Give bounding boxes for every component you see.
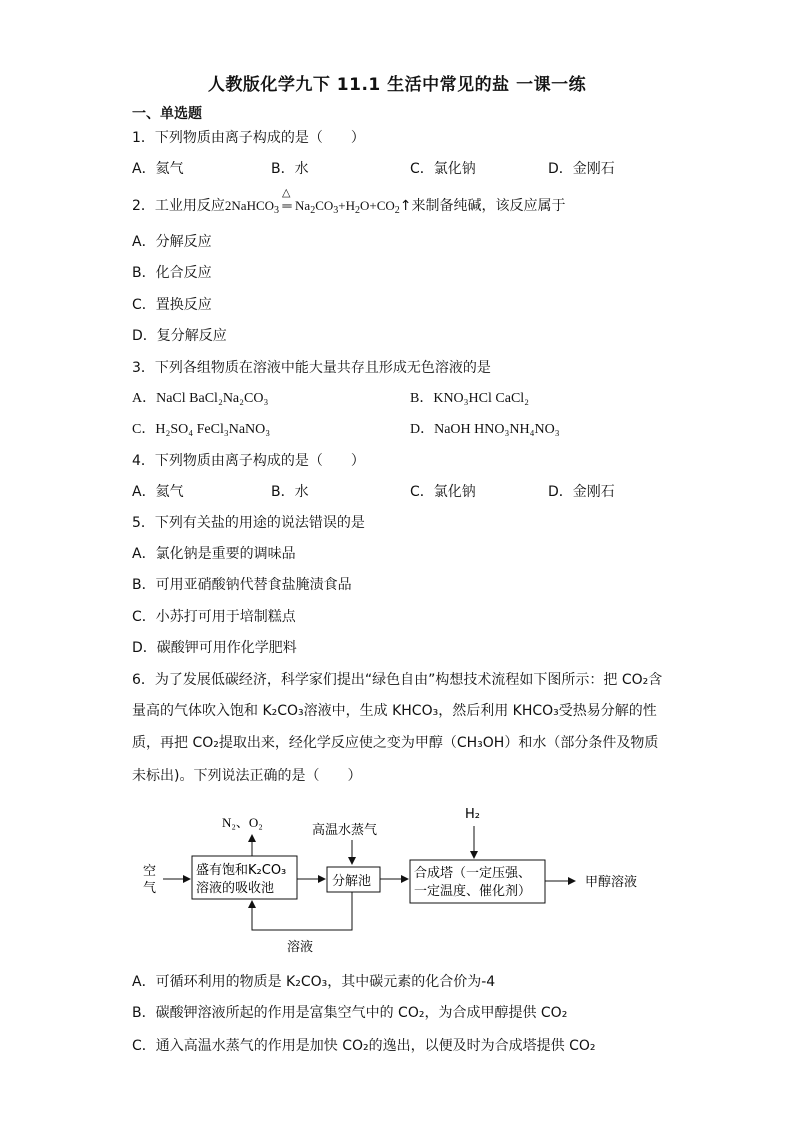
q2-prefix: 2．工业用反应 [132, 198, 225, 214]
q5-option-c[interactable]: C．小苏打可用于培制糕点 [132, 609, 296, 625]
q1-option-d[interactable]: D．金刚石 [548, 161, 615, 177]
q4-option-d[interactable]: D．金刚石 [548, 484, 615, 500]
q2-option-c[interactable]: C．置换反应 [132, 297, 212, 313]
tower-label-1: 合成塔（一定压强、 [414, 866, 532, 881]
heat-arrow: △ ═ [279, 196, 295, 216]
question-5-stem: 5．下列有关盐的用途的说法错误的是 [132, 515, 365, 531]
q5-option-a[interactable]: A．氯化钠是重要的调味品 [132, 546, 296, 562]
q2-suffix: ↑来制备纯碱，该反应属于 [399, 198, 566, 214]
reaction-equation: 2NaHCO$_3$ △ ═ $Na_2CO_3+H_2O+CO_2$ [225, 198, 400, 213]
product-label: 甲醇溶液 [585, 875, 638, 890]
question-6-line-1: 6．为了发展低碳经济，科学家们提出“绿色自由”构想技术流程如下图所示：把 CO₂含 [132, 672, 663, 688]
page-title: 人教版化学九下 11.1 生活中常见的盐 一课一练 [207, 75, 587, 95]
air-label-2: 气 [143, 881, 157, 896]
question-3-stem: 3．下列各组物质在溶液中能大量共存且形成无色溶液的是 [132, 360, 491, 376]
question-6-line-4: 未标出)。下列说法正确的是（ ） [132, 768, 362, 784]
question-4-stem: 4．下列物质由离子构成的是（ ） [132, 453, 365, 469]
question-6-line-3: 质，再把 CO₂提取出来，经化学反应使之变为甲醇（CH₃OH）和水（部分条件及物质 [132, 735, 659, 751]
absorber-label-1: 盛有饱和K₂CO₃ [196, 863, 287, 878]
tower-label-2: 一定温度、催化剂） [414, 884, 532, 899]
q1-option-b[interactable]: B．水 [271, 161, 309, 177]
question-2-stem [132, 187, 566, 216]
q3-option-d[interactable]: D．NaOH HNO₃NH₄NO₃ [410, 422, 560, 437]
q6-option-b[interactable]: B．碳酸钾溶液所起的作用是富集空气中的 CO₂，为合成甲醇提供 CO₂ [132, 1005, 568, 1021]
q3-option-a[interactable]: A．NaCl BaCl₂Na₂CO₃ [132, 391, 269, 406]
q2-option-d[interactable]: D．复分解反应 [132, 328, 227, 344]
q5-option-d[interactable]: D．碳酸钾可用作化学肥料 [132, 640, 297, 656]
q5-option-b[interactable]: B．可用亚硝酸钠代替食盐腌渍食品 [132, 577, 352, 593]
q6-option-c[interactable]: C．通入高温水蒸气的作用是加快 CO₂的逸出，以便及时为合成塔提供 CO₂ [132, 1038, 596, 1054]
q1-option-c[interactable]: C．氯化钠 [410, 161, 476, 177]
solution-label: 溶液 [287, 940, 314, 955]
q1-option-a[interactable]: A．氦气 [132, 161, 184, 177]
q3-option-c[interactable]: C．H₂SO₄ FeCl₃NaNO₃ [132, 422, 271, 437]
n2-o2-label: N₂、O₂ [222, 815, 263, 830]
q6-option-a[interactable]: A．可循环利用的物质是 K₂CO₃，其中碳元素的化合价为-4 [132, 974, 496, 990]
recycle-loop-line [252, 892, 352, 930]
q4-option-b[interactable]: B．水 [271, 484, 309, 500]
q4-option-a[interactable]: A．氦气 [132, 484, 184, 500]
q2-option-b[interactable]: B．化合反应 [132, 265, 212, 281]
h2-label: H₂ [465, 807, 480, 822]
air-label-1: 空 [143, 864, 157, 879]
decomposer-label: 分解池 [332, 874, 372, 889]
steam-label: 高温水蒸气 [312, 823, 378, 838]
absorber-label-2: 溶液的吸收池 [196, 881, 275, 896]
q4-option-c[interactable]: C．氯化钠 [410, 484, 476, 500]
section-heading: 一、单选题 [132, 106, 202, 122]
question-6-line-2: 量高的气体吹入饱和 K₂CO₃溶液中，生成 KHCO₃，然后利用 KHCO₃受热易分解的性 [132, 703, 657, 719]
q3-option-b[interactable]: B．KNO₃HCl CaCl₂ [410, 391, 530, 406]
q2-option-a[interactable]: A．分解反应 [132, 234, 212, 250]
heat-symbol: △ [282, 187, 291, 199]
question-1-stem: 1．下列物质由离子构成的是（ ） [132, 130, 365, 146]
process-flow-diagram [0, 800, 794, 980]
